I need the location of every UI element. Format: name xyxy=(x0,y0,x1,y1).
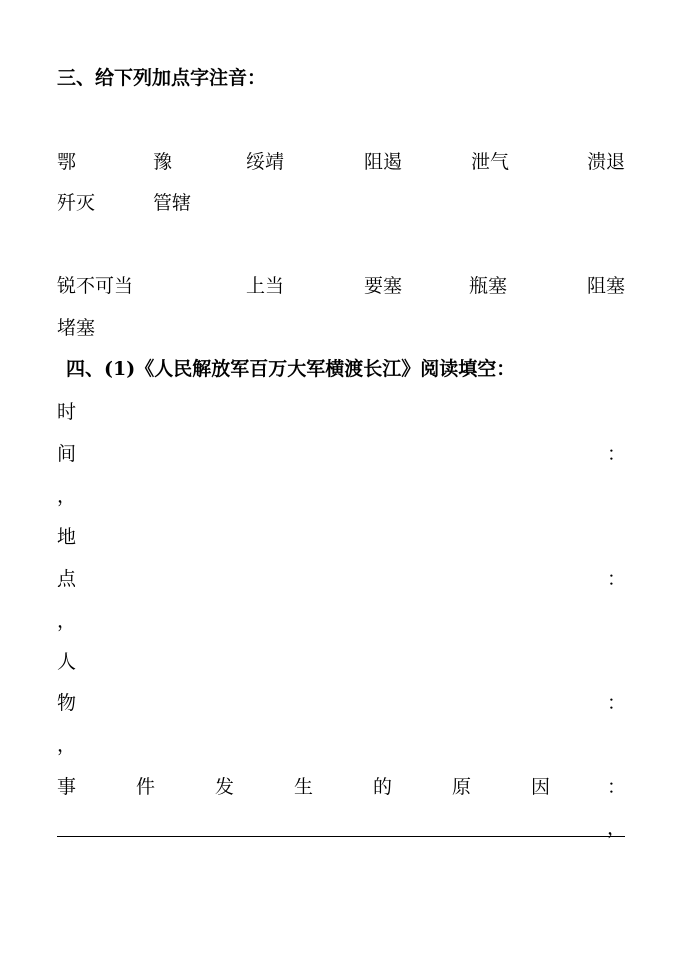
section-4-heading: 四、(1)《人民解放军百万大军横渡长江》阅读填空： xyxy=(66,358,516,380)
time-colon: ： xyxy=(607,443,627,465)
answer-blank-line[interactable] xyxy=(57,836,625,837)
label-place-char-1: 地 xyxy=(57,526,77,548)
word-kuitui: 溃退 xyxy=(587,151,626,173)
word-duse: 堵塞 xyxy=(57,317,96,339)
place-colon: ： xyxy=(607,568,627,590)
word-yaosai: 要塞 xyxy=(364,275,403,297)
label-cause-char-1: 事 xyxy=(57,776,77,798)
label-person-char-1: 人 xyxy=(57,651,77,673)
word-yu: 豫 xyxy=(153,151,173,173)
word-suijing: 绥靖 xyxy=(246,151,285,173)
cause-colon: ： xyxy=(607,776,627,798)
word-xieqi: 泄气 xyxy=(471,151,510,173)
label-time-char-1: 时 xyxy=(57,401,77,423)
label-time-char-2: 间 xyxy=(57,443,77,465)
word-zue: 阻遏 xyxy=(364,151,403,173)
word-guanxia: 管辖 xyxy=(153,192,192,214)
word-ruibukedang: 锐不可当 xyxy=(57,275,134,297)
section-3-heading: 三、给下列加点字注音： xyxy=(57,67,267,89)
label-cause-char-7: 因 xyxy=(531,776,551,798)
word-pingsai: 瓶塞 xyxy=(469,275,508,297)
word-jianmie: 歼灭 xyxy=(57,192,96,214)
label-cause-char-4: 生 xyxy=(294,776,314,798)
label-cause-char-6: 原 xyxy=(452,776,472,798)
label-cause-char-5: 的 xyxy=(373,776,393,798)
place-comma: ， xyxy=(57,610,77,632)
word-zuse: 阻塞 xyxy=(587,275,626,297)
person-colon: ： xyxy=(607,692,627,714)
cause-comma: ， xyxy=(607,817,627,839)
person-comma: ， xyxy=(57,734,77,756)
label-person-char-2: 物 xyxy=(57,692,77,714)
label-place-char-2: 点 xyxy=(57,568,77,590)
label-cause-char-2: 件 xyxy=(136,776,156,798)
word-shangdang: 上当 xyxy=(246,275,285,297)
word-e: 鄂 xyxy=(57,151,77,173)
time-comma: ， xyxy=(57,485,77,507)
label-cause-char-3: 发 xyxy=(215,776,235,798)
